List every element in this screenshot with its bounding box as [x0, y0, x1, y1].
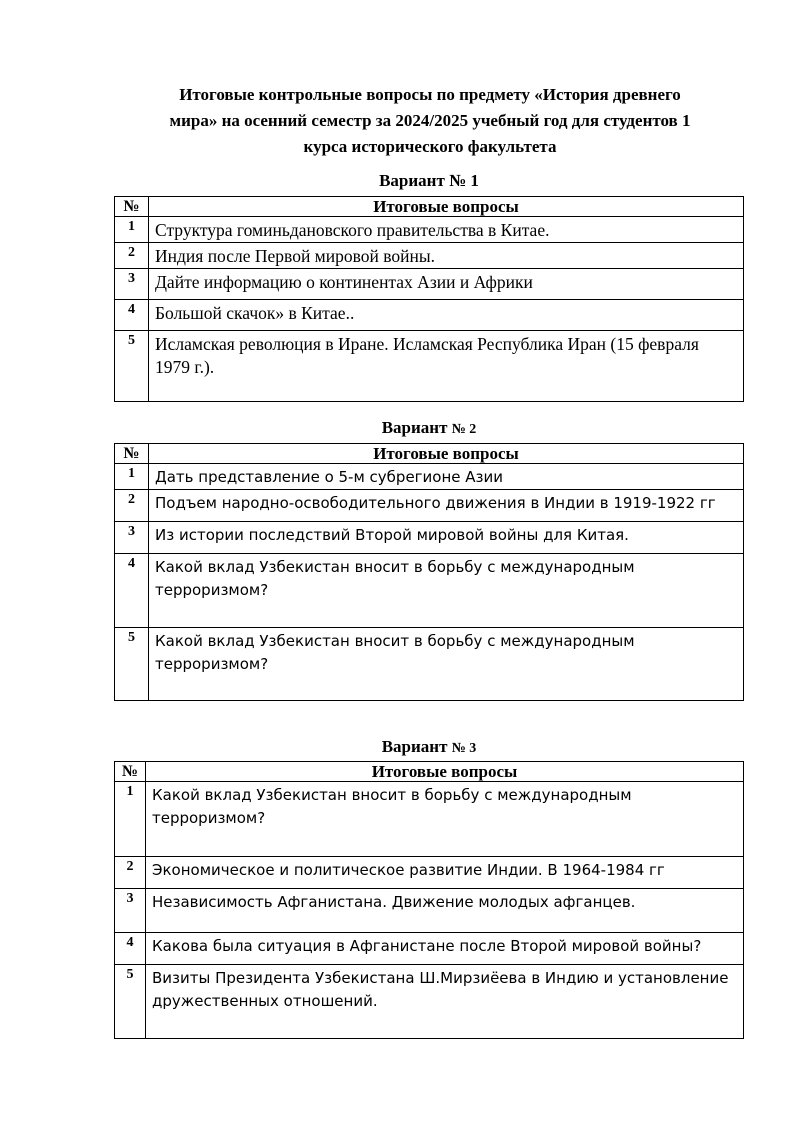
document-title [130, 82, 730, 160]
table-row [115, 628, 744, 701]
question-number: 5 [115, 331, 149, 402]
title-line: курса исторического факультета [303, 137, 557, 156]
table-header-row [115, 444, 744, 464]
column-header-questions: Итоговые вопросы [146, 762, 744, 782]
question-text: Дайте информацию о континентах Азии и Африки [149, 269, 744, 300]
question-text: Визиты Президента Узбекистана Ш.Мирзиёева в Индию и установление дружественных отношений. [146, 965, 744, 1039]
title-line: мира» на осенний семестр за 2024/2025 учебный год для студентов 1 [169, 111, 691, 130]
table-row [115, 243, 744, 269]
table-row [115, 269, 744, 300]
question-number: 2 [115, 490, 149, 522]
question-text: Какова была ситуация в Афганистане после Второй мировой войны? [146, 933, 744, 965]
column-header-questions: Итоговые вопросы [149, 197, 744, 217]
question-text: Какой вклад Узбекистан вносит в борьбу с международным терроризмом? [146, 782, 744, 857]
table-row [115, 933, 744, 965]
questions-table-variant-2 [114, 443, 744, 701]
question-text: Дать представление о 5-м субрегионе Азии [149, 464, 744, 490]
table-row [115, 464, 744, 490]
table-header-row [115, 762, 744, 782]
table-row [115, 965, 744, 1039]
table-row [115, 782, 744, 857]
question-text: Структура гоминьдановского правительства в Китае. [149, 217, 744, 243]
question-number: 3 [115, 889, 146, 933]
question-number: 1 [115, 217, 149, 243]
variant-heading-1: Вариант № 1 [379, 171, 479, 190]
question-text: Независимость Афганистана. Движение молодых афганцев. [146, 889, 744, 933]
question-text: Какой вклад Узбекистан вносит в борьбу с международным терроризмом? [149, 554, 744, 628]
table-row [115, 300, 744, 331]
question-text: Большой скачок» в Китае.. [149, 300, 744, 331]
questions-table-variant-1 [114, 196, 744, 402]
column-header-number: № [115, 197, 149, 217]
question-number: 3 [115, 522, 149, 554]
title-line: Итоговые контрольные вопросы по предмету «История древнего [179, 85, 681, 104]
variant-heading-3: Вариант № 3 [381, 737, 477, 756]
question-number: 4 [115, 554, 149, 628]
column-header-questions: Итоговые вопросы [149, 444, 744, 464]
question-number: 4 [115, 933, 146, 965]
table-row [115, 331, 744, 402]
question-number: 2 [115, 243, 149, 269]
question-number: 1 [115, 782, 146, 857]
question-number: 4 [115, 300, 149, 331]
table-row [115, 217, 744, 243]
table-row [115, 554, 744, 628]
question-text: Подъем народно-освободительного движения в Индии в 1919-1922 гг [149, 490, 744, 522]
question-number: 5 [115, 628, 149, 701]
question-text: Индия после Первой мировой войны. [149, 243, 744, 269]
questions-table-variant-3 [114, 761, 744, 1039]
table-row [115, 857, 744, 889]
question-text: Какой вклад Узбекистан вносит в борьбу с международным терроризмом? [149, 628, 744, 701]
table-row [115, 522, 744, 554]
question-text: Исламская революция в Иране. Исламская Республика Иран (15 февраля 1979 г.). [149, 331, 744, 402]
column-header-number: № [115, 762, 146, 782]
column-header-number: № [115, 444, 149, 464]
table-row [115, 889, 744, 933]
question-text: Экономическое и политическое развитие Индии. В 1964-1984 гг [146, 857, 744, 889]
question-number: 1 [115, 464, 149, 490]
question-number: 2 [115, 857, 146, 889]
question-number: 3 [115, 269, 149, 300]
table-row [115, 490, 744, 522]
variant-heading-2: Вариант № 2 [381, 418, 477, 437]
question-number: 5 [115, 965, 146, 1039]
question-text: Из истории последствий Второй мировой войны для Китая. [149, 522, 744, 554]
table-header-row [115, 197, 744, 217]
